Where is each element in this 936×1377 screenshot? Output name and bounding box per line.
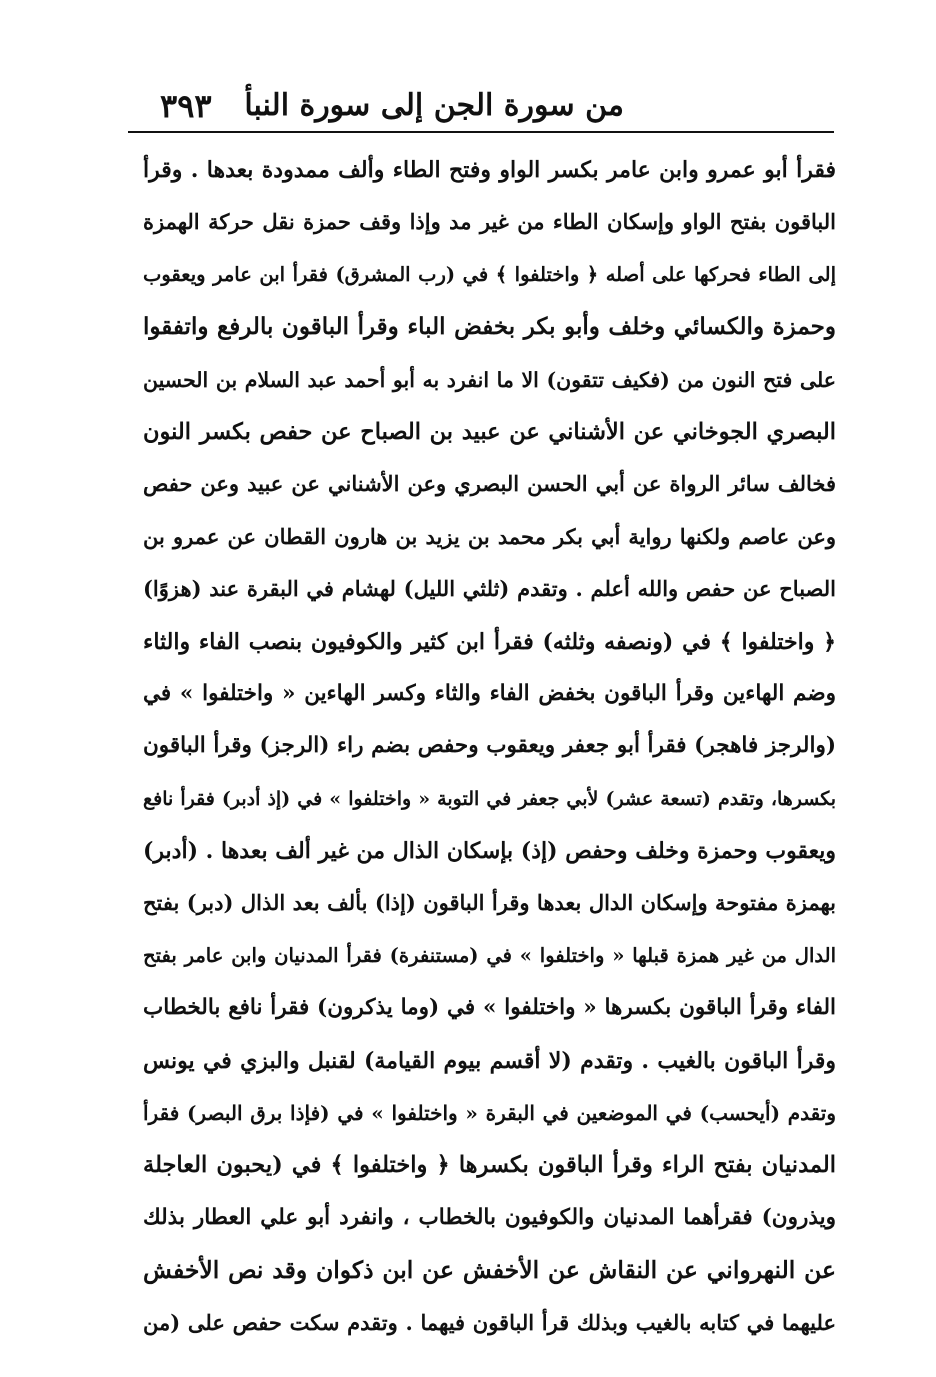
text-line: الفاء وقرأ الباقون بكسرها « واختلفوا » في (وما يذكرون) فقرأ نافع بالخطاب — [143, 995, 836, 1021]
page-number: ٣٩٣ — [160, 87, 212, 125]
text-line: وحمزة والكسائي وخلف وأبو بكر بخفض الباء وقرأ الباقون بالرفع واتفقوا — [143, 313, 836, 341]
text-line: وتقدم (أيحسب) في الموضعين في البقرة « واختلفوا » في (فإذا برق البصر) فقرأ — [143, 1101, 836, 1126]
text-line: وقرأ الباقون بالغيب . وتقدم (لا أقسم بيوم القيامة) لقنبل والبزي في يونس — [143, 1047, 836, 1074]
text-line: الصباح عن حفص والله أعلم . وتقدم (ثلثي الليل) لهشام في البقرة عند (هزوًا) — [143, 576, 836, 602]
text-line: بهمزة مفتوحة وإسكان الدال بعدها وقرأ الباقون (إذا) بألف بعد الذال (دبر) بفتح — [143, 890, 836, 916]
text-line: ويذرون) فقرأهما المدنيان والكوفيون بالخطاب ، وانفرد أبو علي العطار بذلك — [143, 1204, 836, 1230]
text-line: الدال من غير همزة قبلها « واختلفوا » في (مستنفرة) فقرأ المدنيان وابن عامر بفتح — [143, 943, 836, 967]
text-line: فخالف سائر الرواة عن أبي الحسن البصري وعن الأشناني عن عبيد وعن حفص — [143, 471, 836, 497]
text-line: عليهما في كتابه بالغيب وبذلك قرأ الباقون فيهما . وتقدم سكت حفص على (من — [143, 1309, 836, 1335]
text-line: ﴿ واختلفوا ﴾ في (ونصفه وثلثه) فقرأ ابن كثير والكوفيون بنصب الفاء والثاء — [143, 628, 836, 655]
body-text — [143, 144, 836, 1349]
text-line: وضم الهاءين وقرأ الباقون بخفض الفاء والثاء وكسر الهاءين « واختلفوا » في — [143, 680, 836, 706]
text-line: المدنيان بفتح الراء وقرأ الباقون بكسرها ﴿ واختلفوا ﴾ في (يحبون العاجلة — [143, 1152, 836, 1179]
header-rule — [128, 131, 834, 133]
text-line: ويعقوب وحمزة وخلف وحفص (إذ) بإسكان الذال من غير ألف بعدها . (أدبر) — [143, 838, 836, 865]
text-line: وعن عاصم ولكنها رواية أبي بكر محمد بن يزيد بن هارون القطان عن عمرو بن — [143, 523, 836, 549]
text-line: عن النهرواني عن النقاش عن الأخفش عن ابن ذكوان وقد نص الأخفش — [143, 1256, 836, 1285]
text-line: بكسرها، وتقدم (تسعة عشر) لأبي جعفر في التوبة « واختلفوا » في (إذ أدبر) فقرأ نافع — [143, 787, 836, 810]
text-line: البصري الجوخاني عن الأشناني عن عبيد بن الصباح عن حفص بكسر النون — [143, 418, 836, 445]
text-line: (والرجز فاهجر) فقرأ أبو جعفر ويعقوب وحفص بضم راء (الرجز) وقرأ الباقون — [143, 733, 836, 759]
text-line: الباقون بفتح الواو وإسكان الطاء من غير مد وإذا وقف حمزة نقل حركة الهمزة — [143, 209, 836, 235]
text-line: إلى الطاء فحركها على أصله ﴿ واختلفوا ﴾ في (رب المشرق) فقرأ ابن عامر ويعقوب — [143, 262, 836, 286]
text-line: فقرأ أبو عمرو وابن عامر بكسر الواو وفتح الطاء وألف ممدودة بعدها . وقرأ — [143, 157, 836, 183]
running-title: من سورة الجن إلى سورة النبأ — [244, 88, 624, 123]
text-line: على فتح النون من (فكيف تتقون) الا ما انفرد به أبو أحمد عبد السلام بن الحسين — [143, 367, 836, 392]
page-header — [128, 82, 834, 130]
